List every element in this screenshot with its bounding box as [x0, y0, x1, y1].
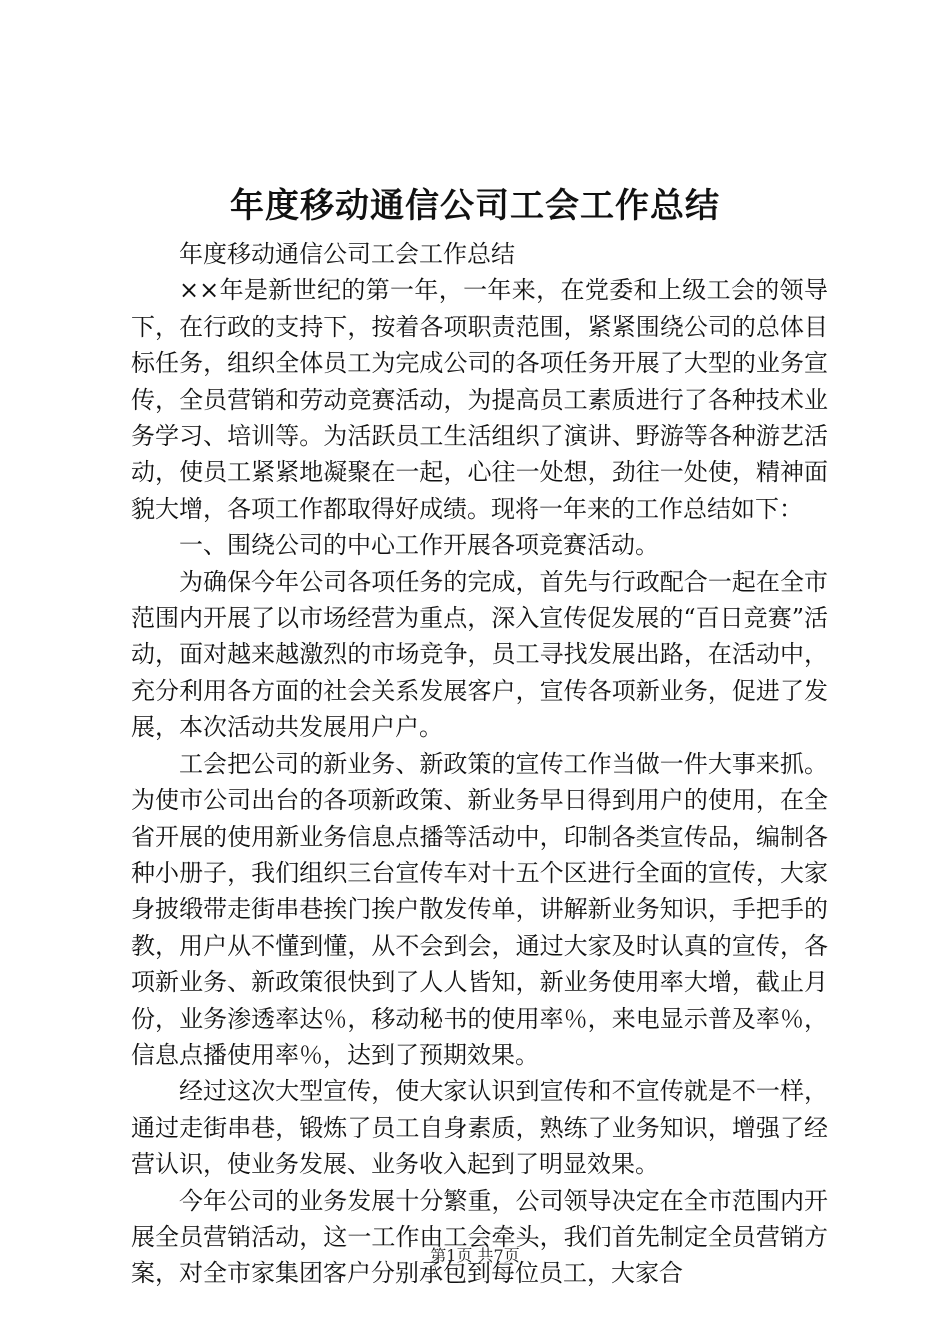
paragraph-subtitle: 年度移动通信公司工会工作总结: [179, 240, 515, 268]
document-body: [131, 236, 828, 1292]
paragraph-intro: ××年是新世纪的第一年，一年来，在党委和上级工会的领导下，在行政的支持下，按着各项职责范围，紧紧围绕公司的总体目标任务，组织全体员工为完成公司的各项任务开展了大型的业务宣传，全员营销和劳动竞赛活动，为提高员工素质进行了各种技术业务学习、培训等。为活跃员工生活组织了演讲、野游等各种游艺活动，使员工紧紧地凝聚在一起，心往一处想，劲往一处使，精神面貌大增，各项工作都取得好成绩。现将一年来的工作总结如下：: [131, 276, 828, 523]
paragraph-results: 经过这次大型宣传，使大家认识到宣传和不宣传就是不一样，通过走街串巷，锻炼了员工自身素质，熟练了业务知识，增强了经营认识，使业务发展、业务收入起到了明显效果。: [131, 1077, 828, 1179]
paragraph-marketing: 今年公司的业务发展十分繁重，公司领导决定在全市范围内开展全员营销活动，这一工作由工会牵头，我们首先制定全员营销方案，对全市家集团客户分别承包到每位员工，大家合: [131, 1186, 828, 1288]
page-footer: 第1页 共7页: [430, 1246, 520, 1265]
document-title: 年度移动通信公司工会工作总结: [230, 186, 720, 226]
section-heading-1: 一、围绕公司的中心工作开展各项竞赛活动。: [179, 531, 659, 560]
paragraph-competition: 为确保今年公司各项任务的完成，首先与行政配合一起在全市范围内开展了以市场经营为重点，深入宣传促发展的“百日竞赛”活动，面对越来越激烈的市场竞争，员工寻找发展出路，在活动中，充分利用各方面的社会关系发展客户，宣传各项新业务，促进了发展，本次活动共发展用户户。: [131, 567, 828, 742]
paragraph-promotion: 工会把公司的新业务、新政策的宣传工作当做一件大事来抓。为使市公司出台的各项新政策、新业务早日得到用户的使用，在全省开展的使用新业务信息点播等活动中，印制各类宣传品，编制各种小册子，我们组织三台宣传车对十五个区进行全面的宣传，大家身披缎带走街串巷挨门挨户散发传单，讲解新业务知识，手把手的教，用户从不懂到懂，从不会到会，通过大家及时认真的宣传，各项新业务、新政策很快到了人人皆知，新业务使用率大增，截止月份，业务渗透率达％，移动秘书的使用率％，来电显示普及率％，信息点播使用率％，达到了预期效果。: [131, 749, 828, 1069]
